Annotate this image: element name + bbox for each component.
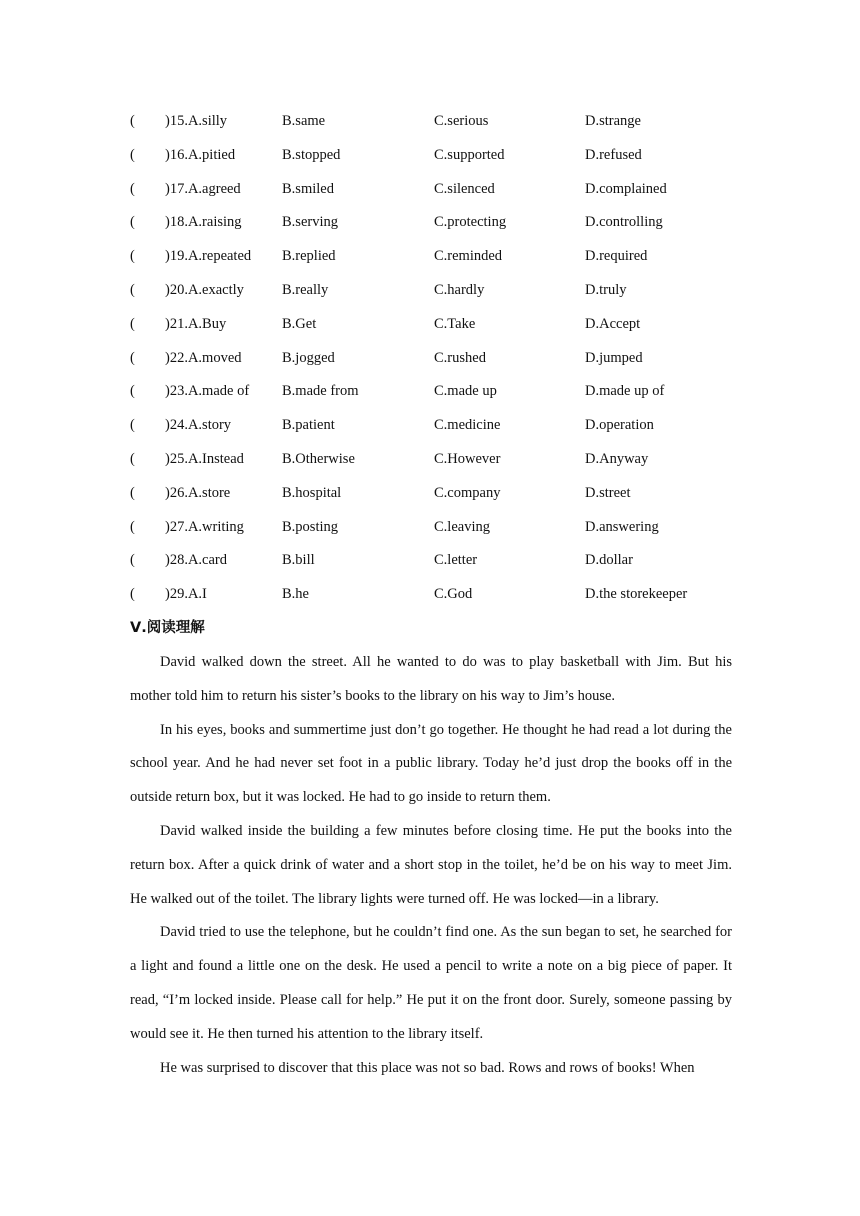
question-row-19 [130, 240, 740, 274]
option-a: )16.A.pitied [165, 146, 236, 163]
option-d: D.the storekeeper [585, 586, 688, 603]
option-c: C.supported [434, 146, 505, 163]
question-row-17 [130, 173, 740, 207]
answer-blank: ( [130, 349, 135, 366]
option-d: D.operation [585, 417, 654, 434]
answer-blank: ( [130, 315, 135, 332]
option-b: B.serving [282, 214, 338, 231]
option-c: C.rushed [434, 349, 486, 366]
question-row-29 [130, 578, 740, 612]
option-d: D.dollar [585, 552, 633, 569]
option-b: B.he [282, 586, 309, 603]
question-row-23 [130, 375, 740, 409]
question-row-24 [130, 409, 740, 443]
option-b: B.really [282, 281, 329, 298]
option-d: D.required [585, 248, 648, 265]
question-row-21 [130, 308, 740, 342]
option-d: D.controlling [585, 214, 663, 231]
reading-passage [130, 646, 732, 1085]
question-row-26 [130, 477, 740, 511]
option-a: )19.A.repeated [165, 248, 252, 265]
option-d: D.refused [585, 146, 642, 163]
option-b: B.hospital [282, 484, 342, 501]
option-a: )28.A.card [165, 552, 228, 569]
option-c: C.God [434, 586, 473, 603]
option-b: B.patient [282, 417, 335, 434]
option-c: C.medicine [434, 417, 501, 434]
option-a: )20.A.exactly [165, 281, 244, 298]
option-d: D.Anyway [585, 450, 649, 467]
question-row-27 [130, 511, 740, 545]
answer-blank: ( [130, 417, 135, 434]
option-a: )22.A.moved [165, 349, 242, 366]
option-d: D.street [585, 484, 631, 501]
answer-blank: ( [130, 248, 135, 265]
answer-blank: ( [130, 180, 135, 197]
option-c: C.silenced [434, 180, 495, 197]
option-b: B.posting [282, 518, 338, 535]
question-row-28 [130, 544, 740, 578]
option-a: )27.A.writing [165, 518, 244, 535]
answer-options-list [130, 105, 740, 612]
answer-blank: ( [130, 281, 135, 298]
question-row-18 [130, 206, 740, 240]
passage-paragraph: In his eyes, books and summertime just don’t go together. He thought he had read a lot during the school year. And he had never set foot in a public library. Today he’d just drop the books off in the outside return box, but it was locked. He had to go inside to return them. [130, 721, 732, 806]
answer-blank: ( [130, 518, 135, 535]
option-c: C.However [434, 450, 501, 467]
question-row-20 [130, 274, 740, 308]
option-d: D.jumped [585, 349, 643, 366]
option-a: )17.A.agreed [165, 180, 241, 197]
option-d: D.strange [585, 113, 641, 129]
option-b: B.same [282, 113, 326, 129]
question-row-16 [130, 139, 740, 173]
option-a: )26.A.store [165, 484, 231, 501]
option-a: )29.A.I [165, 586, 207, 603]
answer-blank: ( [130, 484, 135, 501]
option-b: B.replied [282, 248, 336, 265]
option-a: )24.A.story [165, 417, 232, 434]
option-a: )15.A.silly [165, 113, 228, 129]
option-d: D.Accept [585, 315, 641, 332]
option-d: D.answering [585, 518, 659, 535]
answer-blank: ( [130, 214, 135, 231]
passage-paragraph: David walked inside the building a few minutes before closing time. He put the books into the return box. After a quick drink of water and a short stop in the toilet, he’d be on his way to meet Jim. He walked out of the toilet. The library lights were turned off. He was locked—in a library. [130, 822, 732, 907]
question-row-25 [130, 443, 740, 477]
option-c: C.Take [434, 315, 476, 332]
option-c: C.hardly [434, 281, 485, 298]
passage-paragraph: He was surprised to discover that this place was not so bad. Rows and rows of books! When [160, 1059, 695, 1076]
answer-blank: ( [130, 383, 135, 400]
option-b: B.Get [282, 315, 317, 332]
option-c: C.letter [434, 552, 478, 569]
option-b: B.made from [282, 383, 359, 400]
answer-blank: ( [130, 113, 135, 129]
option-c: C.made up [434, 383, 497, 400]
answer-blank: ( [130, 552, 135, 569]
option-b: B.smiled [282, 180, 334, 197]
option-d: D.truly [585, 281, 627, 298]
option-a: )23.A.made of [165, 383, 250, 400]
answer-blank: ( [130, 146, 135, 163]
option-a: )21.A.Buy [165, 315, 227, 332]
option-c: C.protecting [434, 214, 507, 231]
option-b: B.bill [282, 552, 315, 569]
question-row-22 [130, 342, 740, 376]
option-b: B.stopped [282, 146, 341, 163]
option-c: C.serious [434, 113, 489, 129]
option-d: D.complained [585, 180, 667, 197]
option-c: C.leaving [434, 518, 490, 535]
passage-paragraph: David walked down the street. All he wanted to do was to play basketball with Jim. But his mother told him to return his sister’s books to the library on his way to Jim’s house. [130, 654, 732, 704]
answer-blank: ( [130, 586, 135, 603]
answer-blank: ( [130, 450, 135, 467]
passage-paragraph: David tried to use the telephone, but he couldn’t find one. As the sun began to set, he searched for a light and found a little one on the desk. He used a pencil to write a note on a big piece of paper. It read, “I’m locked inside. Please call for help.” He put it on the front door. Surely, someone passing by would see it. He then turned his attention to the library itself. [130, 924, 732, 1042]
option-a: )18.A.raising [165, 214, 242, 231]
option-c: C.reminded [434, 248, 503, 265]
option-b: B.Otherwise [282, 450, 355, 467]
option-b: B.jogged [282, 349, 335, 366]
section-heading: Ⅴ.阅读理解 [130, 620, 205, 636]
option-d: D.made up of [585, 383, 665, 400]
question-row-15 [130, 105, 740, 139]
option-c: C.company [434, 484, 501, 501]
option-a: )25.A.Instead [165, 450, 244, 467]
